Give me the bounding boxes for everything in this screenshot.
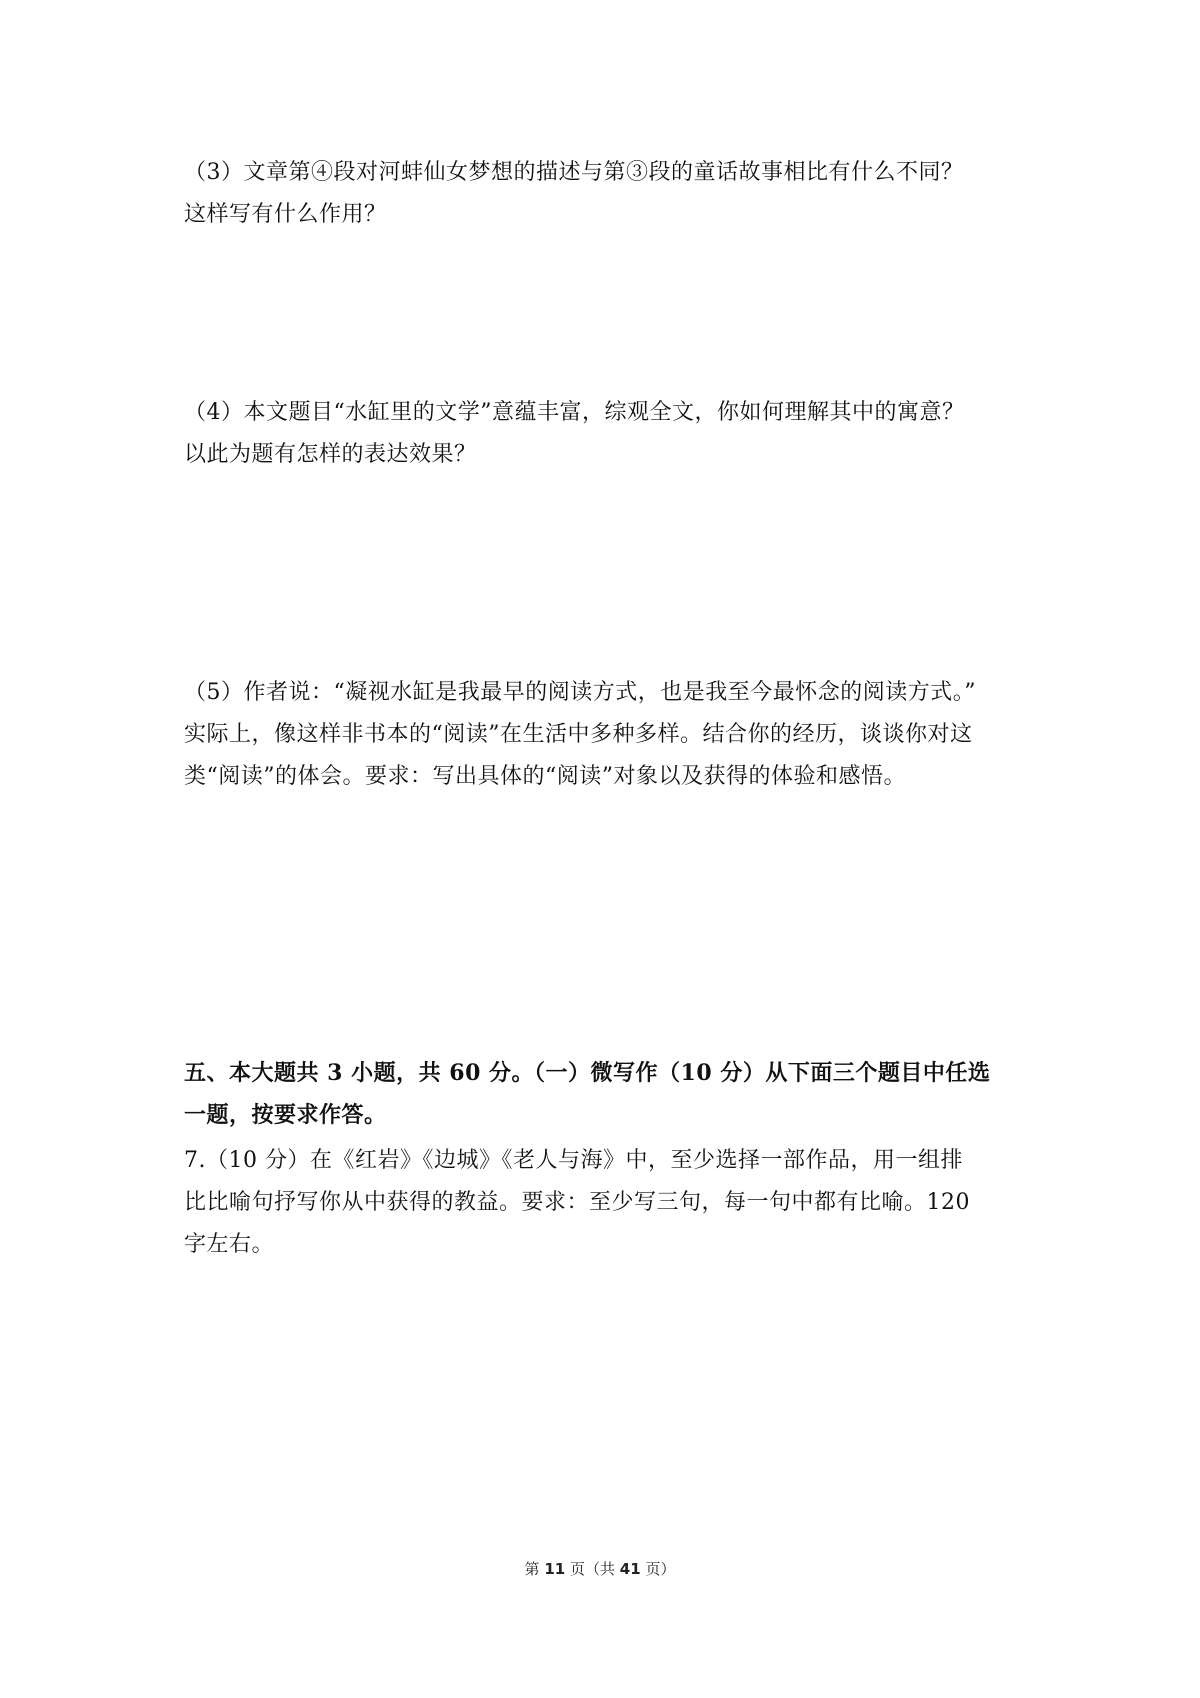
question-5-line: 类“阅读”的体会。要求：写出具体的“阅读”对象以及获得的体验和感悟。 (184, 764, 906, 789)
question-3 (184, 152, 1016, 236)
question-3-line: 这样写有什么作用？ (184, 202, 387, 227)
page-footer (0, 1558, 1200, 1579)
question-7-line: 字左右。 (184, 1232, 275, 1257)
section-5-heading-line: 五、本大题共 3 小题，共 60 分。（一）微写作（10 分）从下面三个题目中任选 (184, 1060, 991, 1086)
question-5-line: （5）作者说：“凝视水缸是我最早的阅读方式，也是我至今最怀念的阅读方式。” (184, 680, 976, 705)
question-5-line: 实际上，像这样非书本的“阅读”在生活中多种多样。结合你的经历，谈谈你对这 (184, 722, 973, 747)
footer-suffix: 页） (645, 1560, 676, 1578)
footer-prefix: 第 (524, 1560, 540, 1578)
question-7-line: 7.（10 分）在《红岩》《边城》《老人与海》中，至少选择一部作品，用一组排 (184, 1148, 963, 1173)
question-4-line: （4）本文题目“水缸里的文学”意蕴丰富，综观全文，你如何理解其中的寓意？ (184, 400, 965, 425)
question-3-line: （3）文章第④段对河蚌仙女梦想的描述与第③段的童话故事相比有什么不同？ (184, 160, 964, 185)
question-4-line: 以此为题有怎样的表达效果？ (184, 442, 477, 467)
question-7 (184, 1140, 1016, 1266)
page-number: 11 (544, 1560, 566, 1578)
question-7-line: 比比喻句抒写你从中获得的教益。要求：至少写三句，每一句中都有比喻。120 (184, 1190, 970, 1215)
footer-middle: 页（共 (569, 1560, 615, 1578)
question-5 (184, 672, 1016, 798)
section-5-heading (184, 1052, 1016, 1136)
page-total: 41 (619, 1560, 641, 1578)
question-4 (184, 392, 1016, 476)
section-5-heading-line: 一题，按要求作答。 (184, 1102, 387, 1128)
